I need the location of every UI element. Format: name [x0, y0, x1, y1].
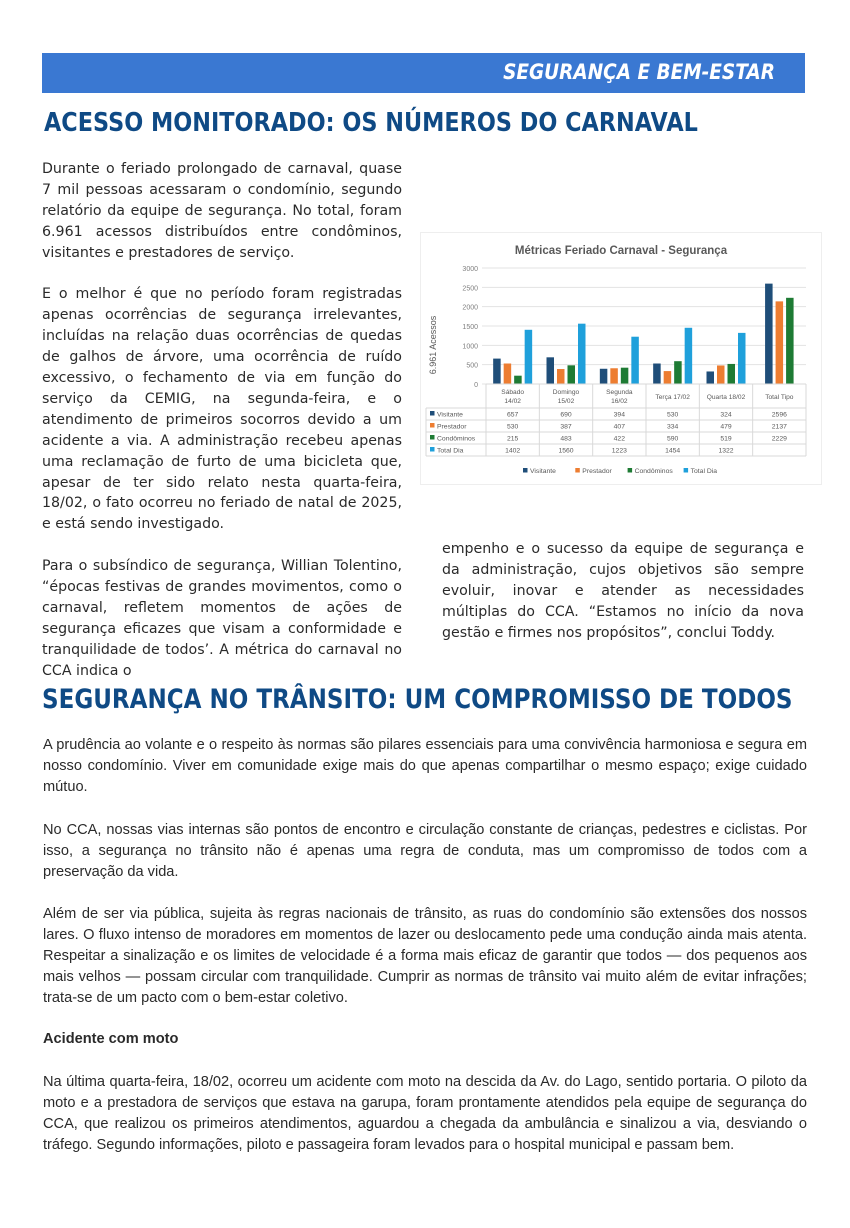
bar-total-dia-1 [578, 324, 586, 384]
bar-cond-minos-4 [728, 364, 736, 384]
table-value: 690 [560, 411, 572, 419]
bar-cond-minos-0 [514, 376, 522, 384]
table-legend-key [430, 423, 435, 428]
article-title-carnaval: ACESSO MONITORADO: OS NÚMEROS DO CARNAVAL [44, 108, 698, 138]
bar-cond-minos-1 [568, 365, 576, 384]
table-value: 422 [613, 435, 626, 443]
table-value: 2229 [771, 435, 787, 443]
table-value: 1322 [718, 447, 734, 455]
paragraph: A prudência ao volante e o respeito às normas são pilares essenciais para uma convivência harmoniosa e segura em nosso condomínio. Viver em comunidade exige mais do que apenas compartilhar o mesmo espaço; exige cuidado mútuo. [43, 737, 807, 795]
table-value: 1402 [505, 447, 521, 455]
table-value: 215 [506, 435, 519, 443]
category-label: Segunda [606, 389, 633, 396]
bar-total-dia-0 [525, 330, 533, 384]
category-label: Quarta 18/02 [706, 394, 746, 401]
table-value: 1454 [665, 447, 681, 455]
table-value: 2137 [771, 423, 787, 431]
article2-accident [43, 1072, 807, 1156]
table-series-label: Visitante [437, 411, 463, 419]
table-legend-key [430, 411, 435, 416]
table-value: 483 [560, 435, 572, 443]
chart-title: Métricas Feriado Carnaval - Segurança [514, 245, 728, 257]
bar-visitante-2 [600, 369, 608, 384]
article-left-column [42, 159, 402, 703]
table-value: 530 [666, 411, 679, 419]
category-label: Sábado [501, 389, 525, 396]
bar-visitante-5 [765, 284, 773, 384]
bar-cond-minos-5 [786, 298, 794, 384]
bar-cond-minos-2 [621, 368, 629, 384]
y-tick-label: 3000 [462, 266, 478, 273]
bar-visitante-0 [493, 359, 501, 384]
category-label: Total Tipo [765, 394, 794, 401]
legend-label: Prestador [582, 468, 612, 475]
legend-key [684, 468, 689, 473]
y-tick-label: 0 [474, 382, 478, 389]
section-label: SEGURANÇA E BEM-ESTAR [503, 60, 775, 84]
legend-label: Condôminos [634, 468, 673, 475]
y-tick-label: 2000 [462, 304, 478, 312]
bar-visitante-1 [547, 357, 555, 384]
article2-intro [43, 735, 807, 798]
table-value: 2596 [771, 411, 787, 419]
table-legend-key [430, 447, 435, 452]
bar-total-dia-3 [685, 328, 693, 384]
article2-body-1 [43, 820, 807, 883]
table-value: 334 [666, 423, 679, 431]
category-label: 15/02 [557, 398, 575, 405]
legend-label: Visitante [530, 468, 556, 475]
category-label: Domingo [552, 389, 580, 396]
paragraph: No CCA, nossas vias internas são pontos de encontro e circulação constante de crianças, pedestres e ciclistas. Por isso, a segurança no trânsito não é apenas uma regra de conduta, mas um compromisso de todos com a preservação da vida. [43, 822, 807, 880]
paragraph: Na última quarta-feira, 18/02, ocorreu um acidente com moto na descida da Av. do Lago, sentido portaria. O piloto da moto e a prestadora de serviços que estava na garupa, foram prontamente atendidos pela equipe de segurança do CCA, que realizou os primeiros atendimentos, aguardou a chegada da ambulância e sinalizou a via, desviando o tráfego. Segundo informações, piloto e passageira foram levados para o hospital municipal e passam bem. [43, 1074, 807, 1153]
bar-prestador-4 [717, 365, 725, 384]
security-metrics-chart [420, 232, 822, 485]
bar-total-dia-4 [738, 333, 746, 384]
category-label: 16/02 [611, 398, 628, 405]
chart-svg [420, 232, 822, 485]
bar-cond-minos-3 [674, 361, 682, 384]
table-series-label: Condôminos [437, 435, 476, 443]
bar-prestador-3 [664, 371, 672, 384]
y-tick-label: 1000 [462, 343, 478, 351]
y-tick-label: 1500 [462, 324, 478, 331]
paragraph: Para o subsíndico de segurança, Willian Tolentino, “épocas festivas de grandes movimentos, como o carnaval, refletem momentos de ações de segurança eficazes que visam a conformidade e tranquilidade de todos’. A métrica do carnaval no CCA indica o [42, 558, 402, 679]
bar-prestador-1 [557, 369, 565, 384]
paragraph: E o melhor é que no período foram registradas apenas ocorrências de segurança irrelevantes, incluídas na relação duas ocorrências de quedas de galhos de árvore, uma ocorrência de ruído excessivo, o fechamento de via em função do serviço da CEMIG, na segunda-feira, e o atendimento de primeiros socorros devido a um acidente a via. A administração recebeu apenas uma reclamação de furto de uma bicicleta que, apesar de ter sido relato nesta quarta-feira, 18/02, o fato ocorreu no feriado de natal de 2025, e está sendo investigado. [42, 286, 402, 533]
table-value: 387 [560, 423, 572, 431]
table-series-label: Prestador [437, 423, 467, 431]
table-value: 479 [720, 423, 732, 431]
article2-body-2 [43, 904, 807, 1009]
subheading-accident: Acidente com moto [43, 1031, 179, 1047]
table-value: 530 [506, 423, 519, 431]
category-label: Terça 17/02 [655, 394, 690, 401]
table-value: 1560 [558, 447, 574, 455]
table-value: 590 [666, 435, 679, 443]
bar-prestador-2 [610, 368, 618, 384]
y-tick-label: 2500 [462, 285, 478, 293]
y-tick-label: 500 [466, 362, 478, 370]
paragraph: empenho e o sucesso da equipe de segurança e da administração, cujos objetivos são sempre evoluir, inovar e atender as necessidades múltiplas do CCA. “Estamos no início da nova gestão e firmes nos propósitos”, conclui Toddy. [442, 541, 804, 641]
paragraph: Além de ser via pública, sujeita às regras nacionais de trânsito, as ruas do condomínio são extensões dos nossos lares. O fluxo intenso de moradores em momentos de lazer ou deslocamento pede uma condução ainda mais atenta. Respeitar a sinalização e os limites de velocidade é a forma mais eficaz de garantir que todos — dos pequenos aos mais velhos — possam circular com tranquilidade. Cumprir as normas de trânsito vai muito além de evitar infrações; trata-se de um pacto com o bem-estar coletivo. [43, 906, 807, 1006]
bar-prestador-0 [504, 364, 512, 384]
table-value: 657 [506, 411, 519, 419]
bar-visitante-4 [707, 371, 715, 384]
legend-label: Total Dia [690, 468, 718, 475]
legend-key [575, 468, 580, 473]
table-value: 1223 [611, 447, 627, 455]
table-value: 407 [613, 423, 626, 431]
section-banner [42, 53, 805, 93]
article-right-column [442, 539, 804, 664]
chart-y-axis-label: 6.961 Acessos [428, 315, 438, 375]
bar-visitante-3 [653, 364, 661, 384]
table-value: 394 [613, 411, 626, 419]
article-title-transito: SEGURANÇA NO TRÂNSITO: UM COMPROMISSO DE TODOS [42, 684, 793, 715]
legend-key [523, 468, 528, 473]
paragraph: Durante o feriado prolongado de carnaval, quase 7 mil pessoas acessaram o condomínio, segundo relatório da equipe de segurança. No total, foram 6.961 acessos distribuídos entre condôminos, visitantes e prestadores de serviço. [42, 161, 402, 261]
legend-key [628, 468, 633, 473]
bar-total-dia-2 [631, 337, 639, 384]
table-value: 324 [720, 411, 732, 419]
bar-prestador-5 [776, 301, 784, 384]
table-legend-key [430, 435, 435, 440]
table-series-label: Total Dia [437, 447, 464, 455]
category-label: 14/02 [504, 398, 521, 405]
table-value: 519 [720, 435, 732, 443]
